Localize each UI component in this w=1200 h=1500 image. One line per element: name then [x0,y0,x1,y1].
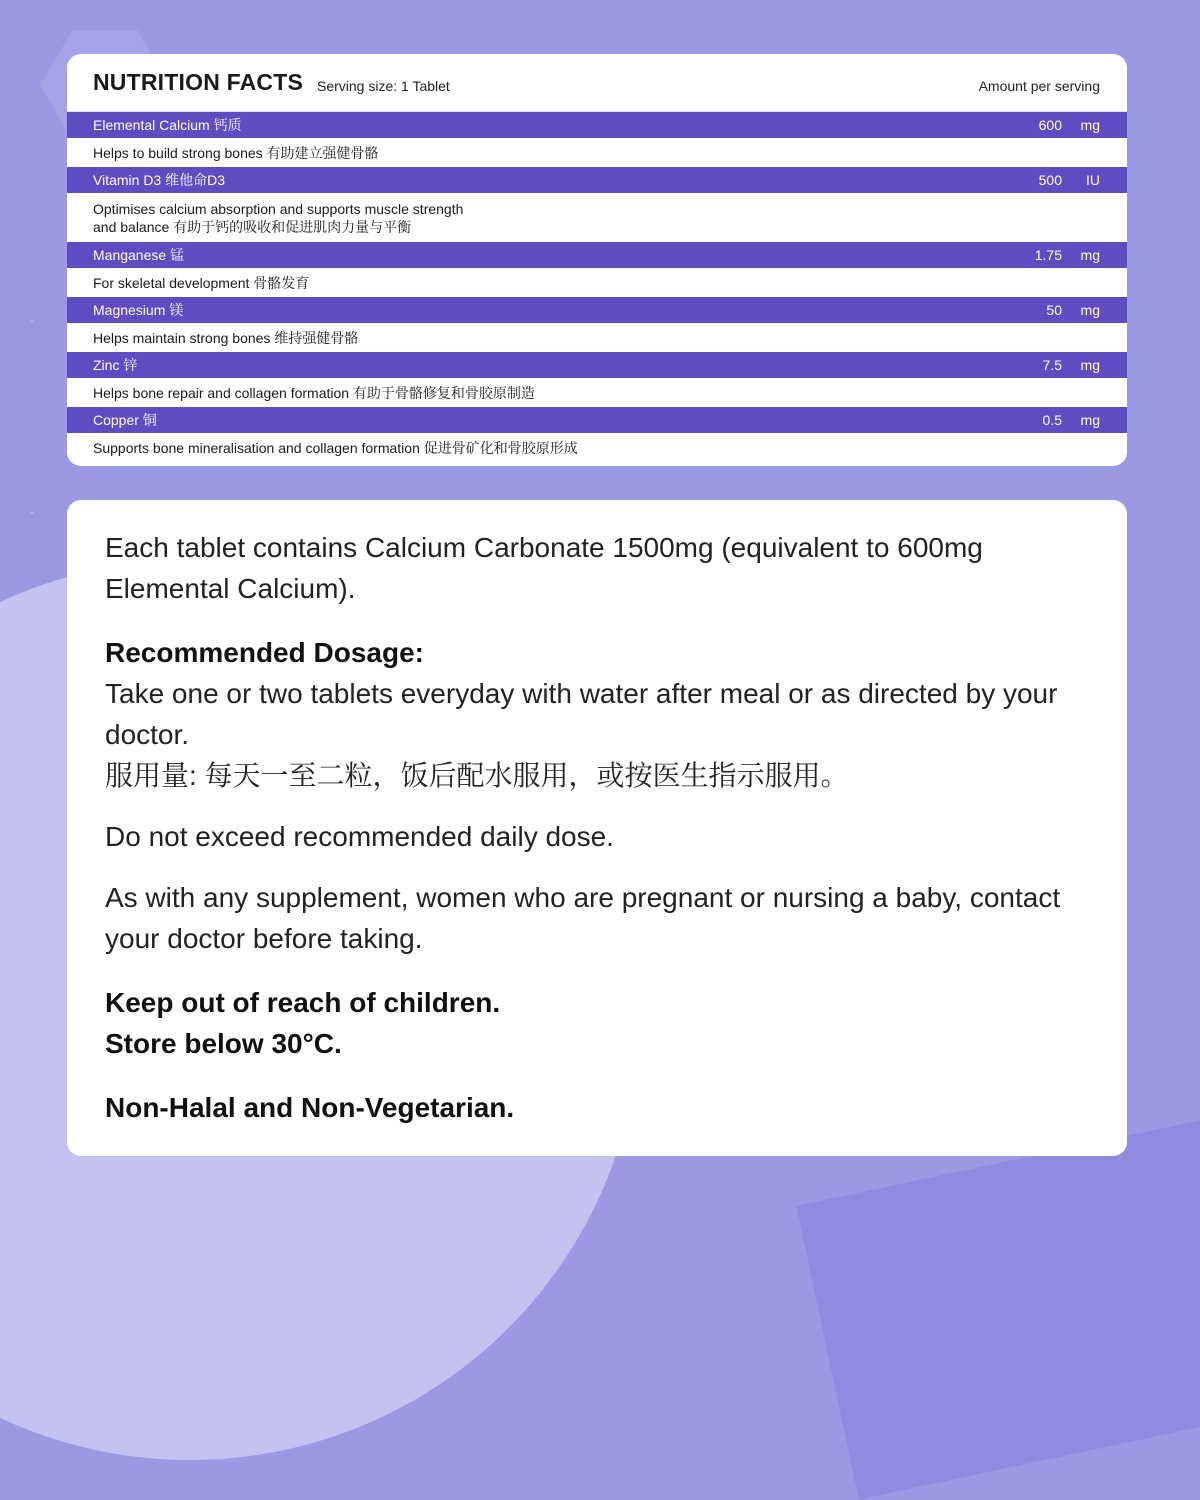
amount-per-serving-label: Amount per serving [978,77,1100,94]
nutrient-description-copper [67,433,1127,462]
nutrient-amount: 7.5 [1042,357,1062,373]
nutrient-name: Magnesium 镁 [93,302,184,318]
nutrient-name: Vitamin D3 维他命D3 [93,172,226,188]
nutrient-description-magnesium [67,323,1127,352]
nutrient-name: Manganese 锰 [93,247,185,263]
nutrient-unit: mg [1080,247,1100,263]
nutrient-amount: 0.5 [1042,412,1062,428]
nutrient-name: Elemental Calcium 钙质 [93,117,242,133]
nutrient-row-copper [67,407,1127,433]
nutrition-facts-title: NUTRITION FACTS [93,69,303,95]
nutrient-unit: mg [1080,302,1100,318]
nutrient-amount: 1.75 [1034,247,1062,263]
nutrient-description-zinc [67,378,1127,407]
nutrient-amount: 600 [1038,117,1062,133]
nutrient-description: Helps to build strong bones 有助建立强健骨骼 [93,144,379,161]
nutrient-row-vitamin-d3 [67,167,1127,193]
nutrient-row-calcium [67,112,1127,138]
nutrient-description: Optimises calcium absorption and supports muscle strength and balance 有助于钙的吸收和促进肌肉力量与平衡 [93,200,464,235]
nutrition-facts-panel [67,54,1127,466]
nutrient-row-magnesium [67,297,1127,323]
dosage-instructions: Take one or two tablets everyday with water after meal or as directed by your doctor. [105,678,1058,750]
nutrient-unit: mg [1080,357,1100,373]
nutrient-description-manganese [67,268,1127,297]
dietary-notice: Non-Halal and Non-Vegetarian. [105,1092,515,1123]
daily-dose-warning: Do not exceed recommended daily dose. [105,821,614,852]
nutrient-description: Helps maintain strong bones 维持强健骨骼 [93,329,359,346]
nutrient-row-zinc [67,352,1127,378]
nutrient-row-manganese [67,242,1127,268]
children-warning: Keep out of reach of children. [105,987,501,1018]
nutrient-description-calcium [67,138,1127,167]
nutrient-unit: IU [1086,172,1100,188]
tablet-contents-text: Each tablet contains Calcium Carbonate 1500mg (equivalent to 600mg Elemental Calcium). [105,532,983,604]
product-information-panel [67,500,1127,1156]
nutrient-description: For skeletal development 骨骼发育 [93,274,310,291]
nutrient-unit: mg [1080,117,1100,133]
nutrient-unit: mg [1080,412,1100,428]
storage-instruction: Store below 30°C. [105,1028,342,1059]
serving-size: Serving size: 1 Tablet [317,77,450,94]
dosage-heading: Recommended Dosage: [105,637,424,668]
nutrition-facts-header [67,54,1127,112]
pregnancy-warning: As with any supplement, women who are pregnant or nursing a baby, contact your doctor before taking. [105,882,1061,954]
nutrient-name: Copper 铜 [93,412,157,428]
nutrient-description-vitamin-d3 [67,193,1127,242]
nutrient-amount: 500 [1038,172,1062,188]
nutrient-amount: 50 [1046,302,1062,318]
nutrient-description: Supports bone mineralisation and collagen formation 促进骨矿化和骨胶原形成 [93,439,578,456]
product-information-content [105,527,1095,1128]
nutrient-description: Helps bone repair and collagen formation 有助于骨骼修复和骨胶原制造 [93,384,535,401]
nutrient-name: Zinc 锌 [93,357,138,373]
dosage-instructions-chinese: 服用量: 每天一至二粒，饭后配水服用，或按医生指示服用。 [105,760,849,791]
